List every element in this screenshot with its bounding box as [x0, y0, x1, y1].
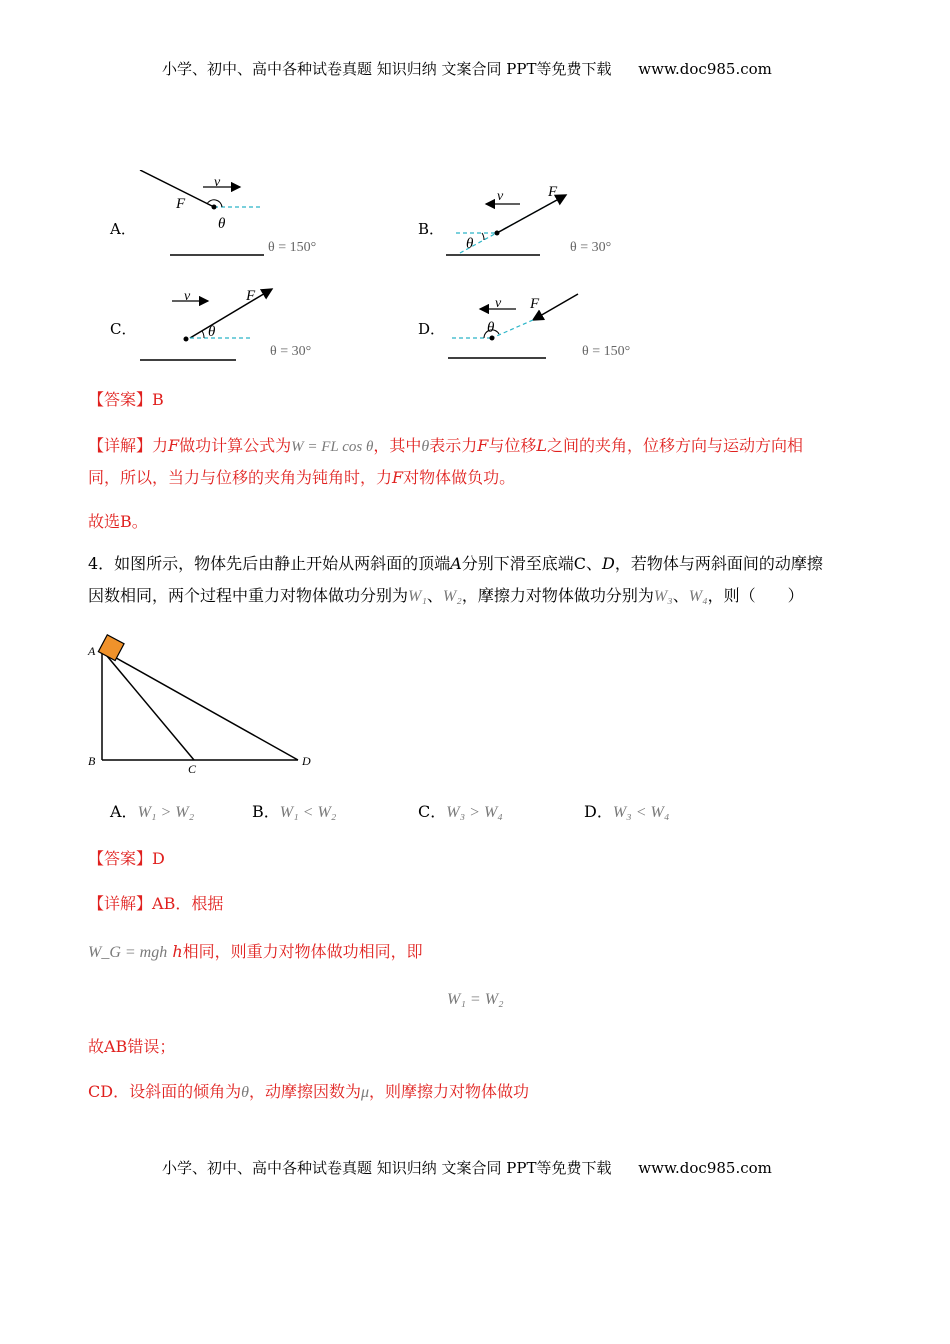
force-label: F [246, 288, 256, 304]
theta-label: θ [218, 216, 226, 232]
theta-label: θ [208, 324, 216, 340]
detail-tag: 【详解】 [88, 894, 153, 913]
incline-ac [102, 650, 194, 760]
stem-var: W₃ [653, 588, 673, 605]
stem-text: ，若物体与两斜面间的动摩擦 [614, 554, 823, 573]
option-label: C． [418, 802, 447, 821]
detail-text: ，则摩擦力对物体做功 [368, 1082, 529, 1101]
velocity-label: v [497, 189, 504, 204]
q3-detail [88, 429, 878, 495]
stem-text: 分别下滑至底端C、 [461, 554, 602, 573]
detail-text: 之间的夹角，位移方向与运动方向相 [547, 436, 804, 455]
object-dot [495, 231, 500, 236]
object-dot [490, 336, 495, 341]
detail-var: θ [241, 1084, 249, 1101]
option-expr: W₁ < W₂ [279, 804, 337, 821]
detail-text: 对物体做负功。 [403, 468, 516, 487]
q3-option-a-angle: θ = 150° [268, 240, 317, 255]
point-a-label: A [88, 644, 96, 658]
detail-var: F [477, 436, 489, 455]
object-dot [184, 337, 189, 342]
object-dot [212, 205, 217, 210]
q3-option-b-label: B． [418, 220, 445, 238]
angle-arc [202, 331, 204, 338]
footer-url: www.doc985.com [638, 1159, 772, 1177]
detail-var: F [392, 468, 404, 487]
velocity-label: v [184, 289, 191, 304]
diagram-d [448, 294, 578, 358]
detail-text: CD．设斜面的倾角为 [88, 1082, 242, 1101]
detail-var: μ [360, 1084, 369, 1101]
velocity-label: v [495, 296, 502, 311]
force-arrow [190, 289, 272, 338]
detail-text: 力 [152, 436, 169, 455]
q3-answer: 【答案】B [88, 390, 164, 409]
dashed-line [492, 320, 533, 338]
stem-var: W₂ [442, 588, 462, 605]
option-expr: W₃ < W₄ [612, 804, 670, 821]
option-label: B． [252, 802, 280, 821]
option-expr: W₁ > W₂ [137, 804, 195, 821]
theta-label: θ [487, 320, 495, 336]
q4-option-c[interactable] [418, 795, 503, 830]
detail-text: 与位移 [488, 436, 537, 455]
header-url: www.doc985.com [638, 60, 772, 78]
q4-detail-ab [88, 887, 223, 921]
q3-option-c-angle: θ = 30° [270, 344, 312, 359]
q4-stem [88, 547, 878, 614]
q4-option-a[interactable] [110, 795, 194, 830]
q3-force-diagrams [0, 170, 950, 370]
detail-text: ，其中 [373, 436, 422, 455]
stem-var: D [602, 554, 615, 573]
q3-option-a-label: A． [110, 220, 136, 238]
option-label: D． [584, 802, 613, 821]
diagram-b [446, 184, 566, 255]
page-header [162, 58, 772, 79]
force-label: F [530, 296, 540, 312]
detail-var: h [172, 942, 183, 961]
q3-option-d-angle: θ = 150° [582, 344, 631, 359]
detail-tag: 【详解】 [88, 436, 153, 455]
stem-text: 、 [426, 586, 443, 605]
diagram-a [140, 170, 264, 255]
q3-option-c-label: C． [110, 320, 137, 338]
stem-var: A [450, 554, 462, 573]
q3-conclusion: 故选B。 [88, 512, 148, 531]
q4-equal-work-equation: W₁ = W₂ [447, 991, 504, 1008]
q4-detail-cd [88, 1075, 529, 1110]
option-expr: W₃ > W₄ [446, 804, 503, 821]
force-label: F [176, 196, 186, 212]
q3-option-d-label: D． [418, 320, 446, 338]
point-d-label: D [302, 754, 311, 768]
detail-text: AB．根据 [152, 894, 224, 913]
work-formula: W = FL cos θ [291, 439, 374, 455]
q4-gravity-work [88, 935, 423, 970]
q3-option-b-angle: θ = 30° [570, 240, 612, 255]
header-text: 小学、初中、高中各种试卷真题 知识归纳 文案合同 PPT等免费下载 [162, 60, 612, 78]
theta-label: θ [466, 236, 474, 252]
diagram-c [140, 288, 272, 360]
q4-ab-wrong: 故AB错误； [88, 1037, 176, 1056]
angle-arc [482, 233, 484, 240]
q4-option-b[interactable] [252, 795, 336, 830]
incline-ad [102, 650, 298, 760]
stem-text: 因数相同，两个过程中重力对物体做功分别为 [88, 586, 409, 605]
gravity-work-formula: W_G = mgh [88, 944, 168, 961]
detail-text: 相同，则重力对物体做功相同，即 [182, 942, 423, 961]
stem-text: 、 [672, 586, 689, 605]
detail-var: L [536, 436, 548, 455]
footer-text: 小学、初中、高中各种试卷真题 知识归纳 文案合同 PPT等免费下载 [162, 1159, 612, 1177]
stem-text: 4．如图所示，物体先后由静止开始从两斜面的顶端 [88, 554, 451, 573]
detail-text: 表示力 [429, 436, 478, 455]
q4-option-d[interactable] [584, 795, 669, 830]
q4-answer: 【答案】D [88, 849, 165, 868]
force-arrow [497, 195, 566, 233]
point-c-label: C [188, 762, 197, 776]
detail-var: F [168, 436, 180, 455]
detail-text: 同，所以，当力与位移的夹角为钝角时，力 [88, 468, 393, 487]
point-b-label: B [88, 754, 96, 768]
detail-var: θ [421, 438, 430, 455]
option-label: A． [110, 802, 138, 821]
detail-text: ，动摩擦因数为 [248, 1082, 361, 1101]
stem-var: W₄ [688, 588, 708, 605]
stem-var: W₁ [408, 588, 427, 605]
force-arrow [533, 294, 578, 320]
page-footer [162, 1157, 772, 1178]
detail-text: 做功计算公式为 [179, 436, 292, 455]
force-label: F [548, 184, 558, 200]
velocity-label: v [214, 175, 221, 190]
q4-incline-figure [80, 628, 330, 778]
stem-text: ，则（ ） [707, 586, 804, 605]
stem-text: ，摩擦力对物体做功分别为 [461, 586, 654, 605]
